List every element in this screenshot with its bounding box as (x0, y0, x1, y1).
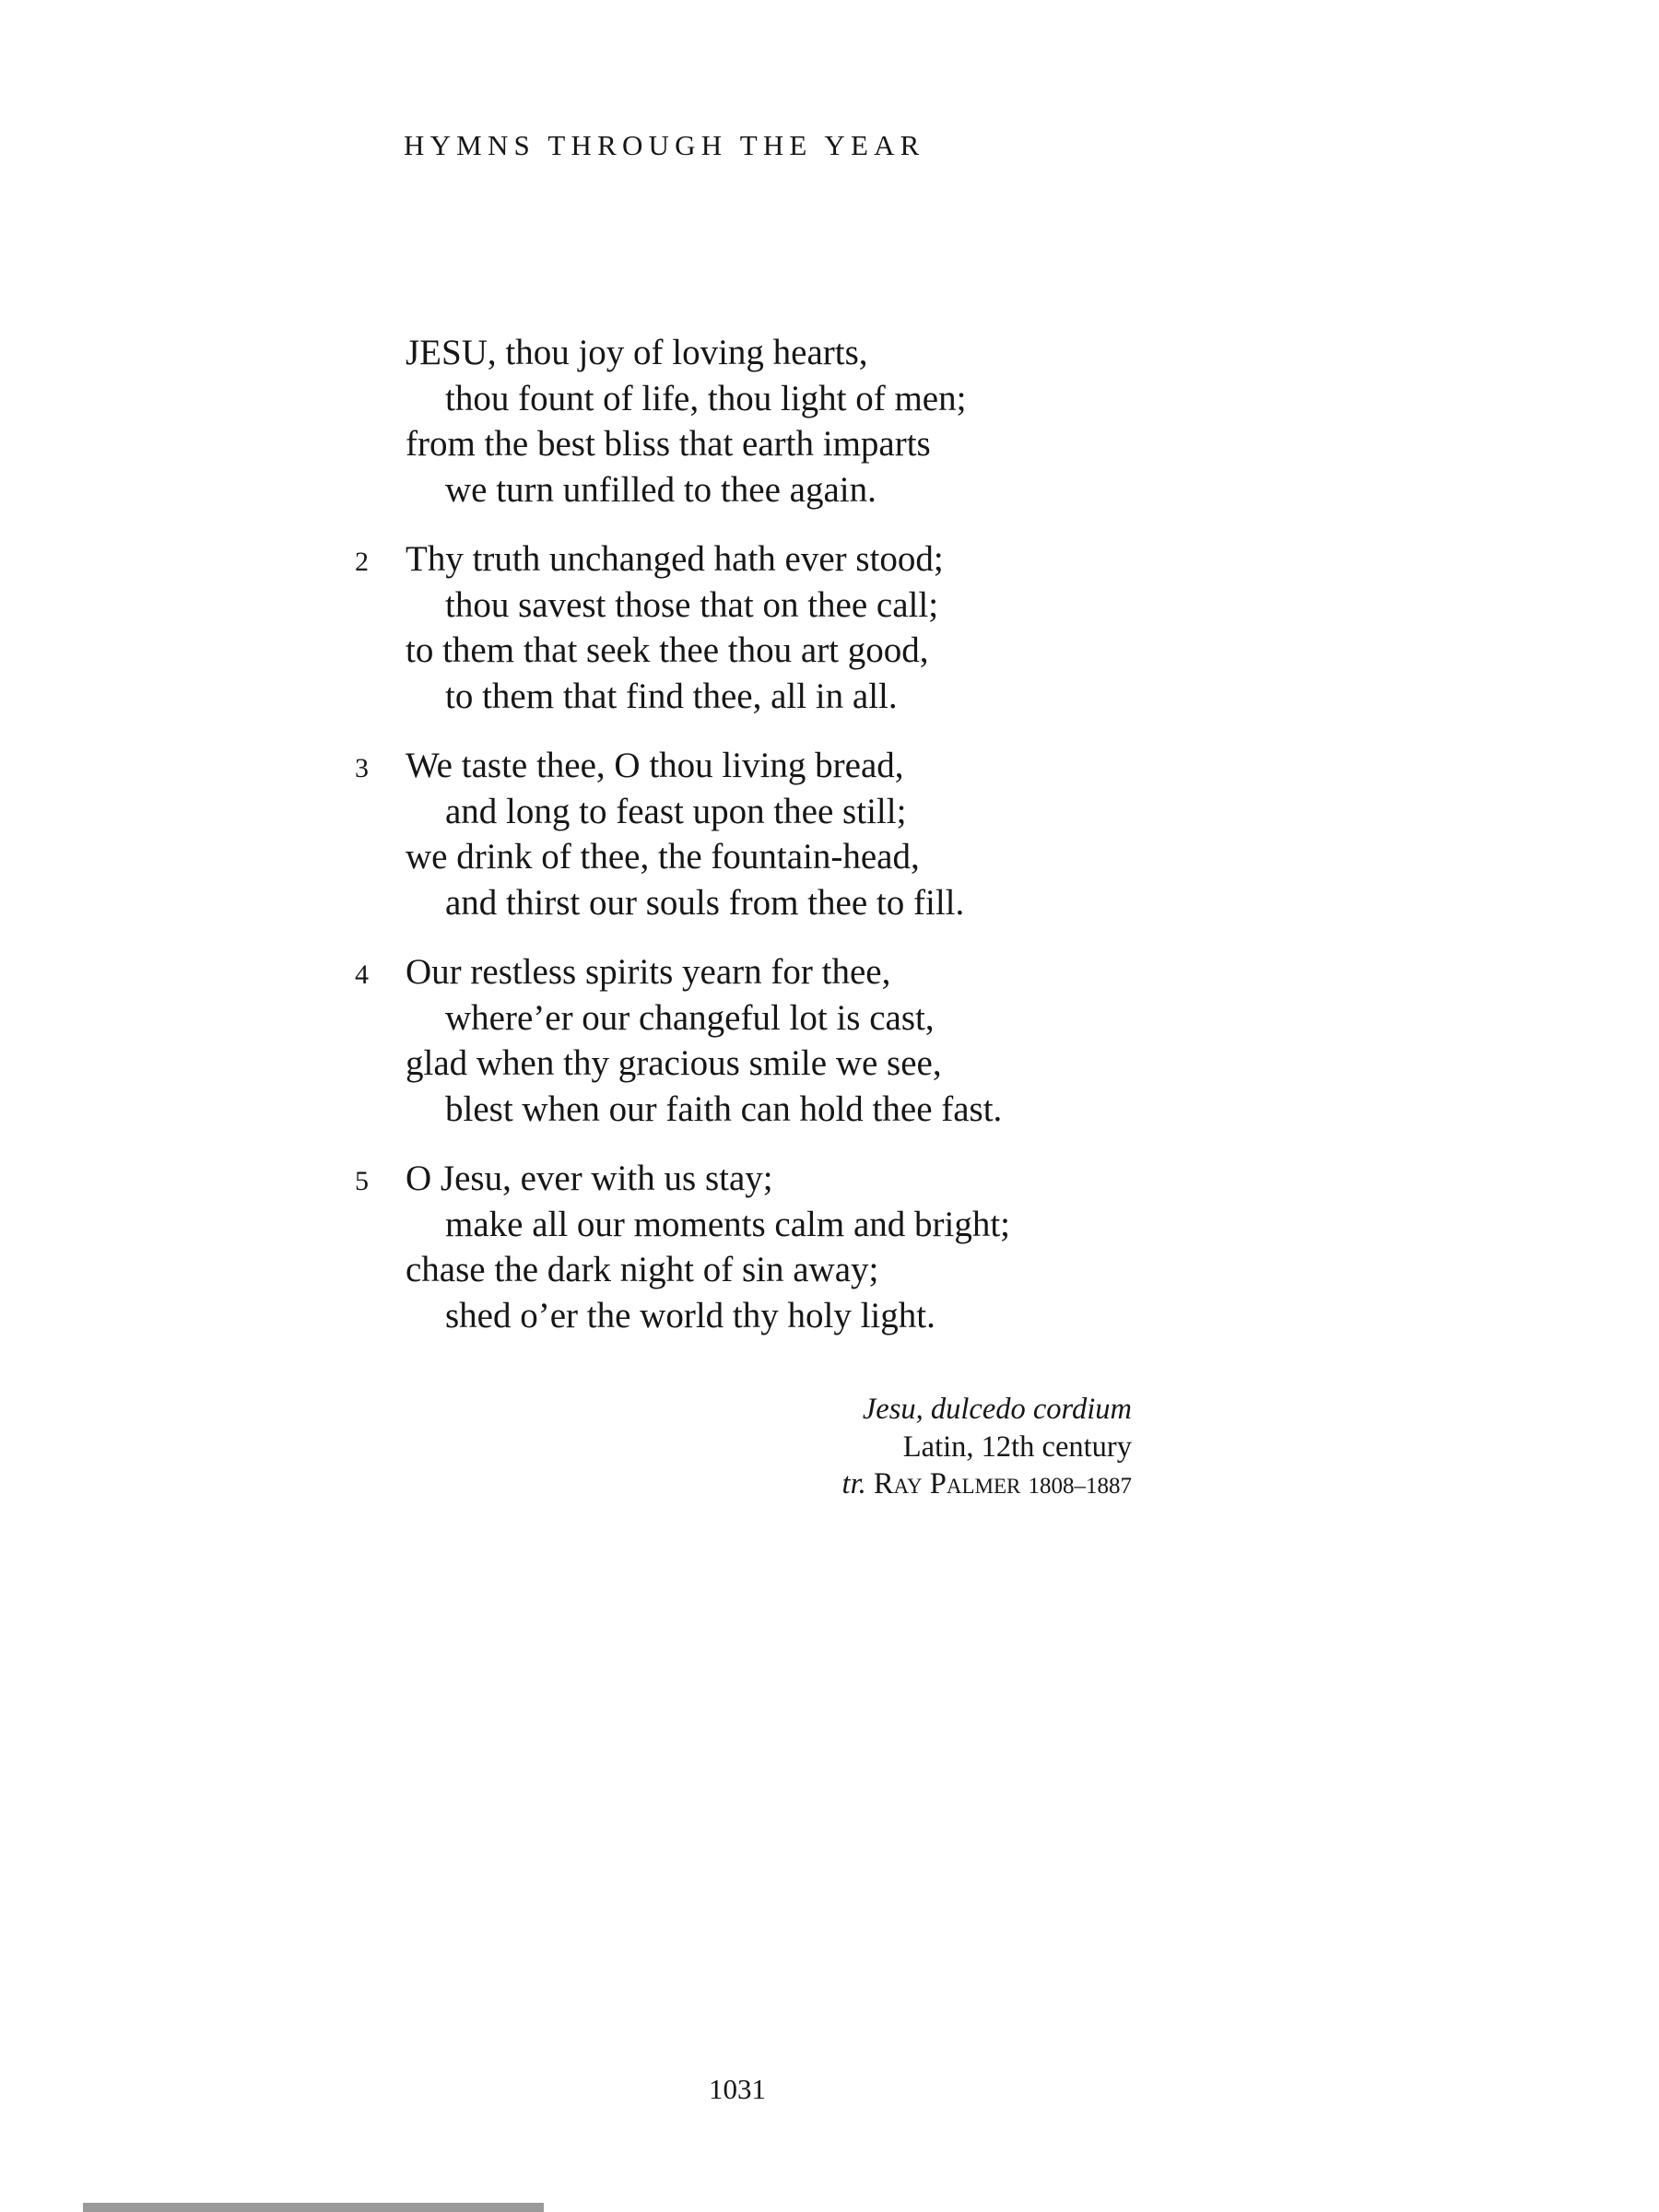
verse-line: and long to feast upon thee still; (445, 791, 907, 831)
page-number: 1031 (709, 2073, 766, 2105)
verse-line: and thirst our souls from thee to fill. (445, 882, 965, 923)
verse-number: 4 (355, 959, 369, 990)
page-edge-mark (83, 2203, 544, 2212)
verse-3 (341, 743, 1171, 925)
verse-line: to them that seek thee thou art good, (406, 630, 929, 670)
verse-line: thou fount of life, thou light of men; (445, 378, 967, 418)
verse-line: JESU, thou joy of loving hearts, (406, 333, 868, 372)
attribution-title: Jesu, dulcedo cordium (862, 1393, 1132, 1426)
hymn-text (341, 330, 1171, 1362)
verse-line: to them that find thee, all in all. (445, 676, 898, 716)
verse-line: blest when our faith can hold thee fast. (445, 1088, 1003, 1129)
verse-line: we turn unfilled to thee again. (445, 469, 877, 510)
verse-line: from the best bliss that earth imparts (406, 424, 931, 464)
verse-line: make all our moments calm and bright; (445, 1204, 1011, 1244)
translator-dates: 1808–1887 (1028, 1474, 1132, 1499)
attribution-translator-line (842, 1465, 1132, 1506)
running-head: HYMNS THROUGH THE YEAR (404, 129, 925, 161)
attribution (842, 1391, 1132, 1506)
verse-line: where’er our changeful lot is cast, (445, 997, 935, 1038)
verse-4 (341, 949, 1171, 1132)
verse-2 (341, 536, 1171, 719)
verse-line: thou savest those that on thee call; (445, 584, 939, 625)
verse-line: Thy truth unchanged hath ever stood; (406, 539, 944, 579)
translator-prefix: tr. (841, 1467, 866, 1500)
verse-line: glad when thy gracious smile we see, (406, 1043, 942, 1083)
translator-name: Ray Palmer (873, 1467, 1021, 1500)
verse-5 (341, 1156, 1171, 1338)
verse-line: Our restless spirits yearn for thee, (406, 952, 891, 992)
verse-number: 5 (355, 1166, 369, 1196)
verse-line: we drink of thee, the fountain-head, (406, 837, 920, 877)
verse-line: chase the dark night of sin away; (406, 1250, 879, 1289)
verse-number: 2 (355, 547, 369, 577)
verse-line: We taste thee, O thou living bread, (406, 746, 904, 785)
verse-line: O Jesu, ever with us stay; (406, 1159, 773, 1198)
verse-1 (341, 330, 1171, 512)
verse-number: 3 (355, 753, 369, 783)
verse-line: shed o’er the world thy holy light. (445, 1295, 935, 1335)
attribution-origin: Latin, 12th century (902, 1430, 1132, 1464)
